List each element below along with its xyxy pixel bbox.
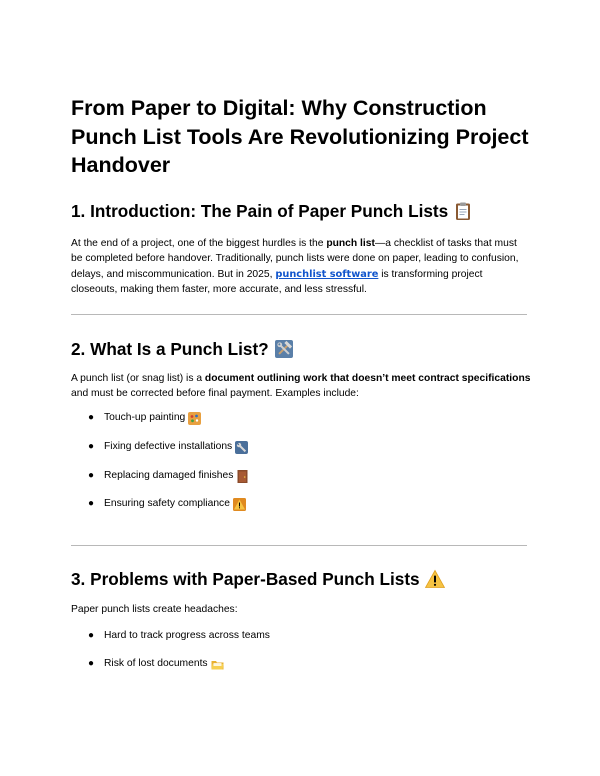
- clipboard-icon: [453, 201, 473, 221]
- hammer-wrench-icon: [274, 339, 294, 359]
- list-item: [88, 469, 249, 483]
- warning-icon: [233, 498, 246, 511]
- list-item: [88, 629, 270, 643]
- list-item-text: Hard to track progress across teams: [104, 630, 270, 641]
- punchlist-software-link[interactable]: punchlist software: [275, 268, 379, 280]
- para-text: At the end of a project, one of the biggest hurdles is the: [71, 238, 327, 249]
- list-item-text: Touch-up painting: [104, 412, 186, 423]
- divider: [71, 314, 527, 315]
- list-item: [88, 497, 246, 511]
- list-item: [88, 411, 201, 425]
- list-item-text: Fixing defective installations: [104, 441, 233, 452]
- introduction-paragraph: [71, 236, 531, 298]
- list-item-text: Ensuring safety compliance: [104, 498, 230, 509]
- wrench-icon: [235, 441, 248, 454]
- para-text: Paper punch lists create headaches:: [71, 604, 238, 615]
- list-item: [88, 657, 224, 671]
- what-is-paragraph: [71, 371, 531, 402]
- bullet-dot: ●: [88, 498, 95, 509]
- section-heading-text: 1. Introduction: The Pain of Paper Punch Lists: [71, 201, 449, 221]
- para-text: and must be corrected before final payment. Examples include:: [71, 388, 359, 400]
- para-text: —a checklist of tasks that must be completed before handover. Traditionally, punch lists were done on paper, leading to confusion, delays, and miscommunication. But in 2025,: [71, 238, 519, 280]
- bullet-dot: ●: [88, 630, 95, 641]
- section-heading-text: 2. What Is a Punch List?: [71, 339, 269, 359]
- section-heading-what-is-punch-list: [71, 337, 294, 361]
- door-icon: [236, 470, 249, 483]
- bullet-dot: ●: [88, 658, 95, 669]
- page-title: From Paper to Digital: Why Construction Punch List Tools Are Revolutionizing Project Handover: [71, 96, 529, 177]
- list-item-text: Replacing damaged finishes: [104, 470, 234, 481]
- bullet-dot: ●: [88, 470, 95, 481]
- folder-icon: [211, 658, 224, 671]
- para-bold: document outlining work that doesn’t meet contract specifications: [204, 373, 531, 384]
- list-item: [88, 440, 248, 454]
- para-text: A punch list (or snag list) is a: [71, 373, 205, 384]
- section-heading-text: 3. Problems with Paper-Based Punch Lists: [71, 569, 420, 589]
- bullet-dot: ●: [88, 441, 95, 452]
- para-text: is transforming project closeouts, making them faster, more accurate, and less stressful.: [71, 268, 483, 296]
- list-item-text: Risk of lost documents: [104, 658, 208, 669]
- section-heading-problems: [71, 567, 445, 591]
- divider: [71, 545, 527, 546]
- problems-paragraph: [71, 602, 531, 617]
- section-heading-introduction: [71, 199, 473, 223]
- palette-icon: [188, 412, 201, 425]
- para-bold: punch list: [326, 238, 375, 249]
- bullet-dot: ●: [88, 412, 95, 423]
- warning-icon: [425, 569, 445, 589]
